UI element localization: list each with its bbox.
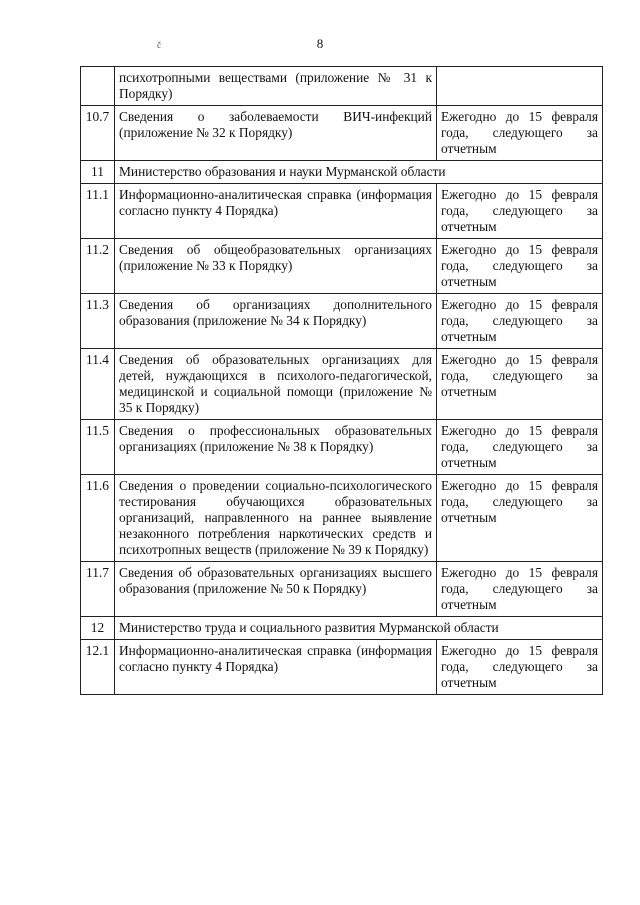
row-term: Ежегодно до 15 февраля года, следующего за отчетным [437, 562, 603, 617]
section-row [81, 161, 603, 184]
section-number: 11 [81, 161, 115, 184]
table-row [81, 640, 603, 695]
row-name: Сведения об общеобразовательных организациях (приложение № 33 к Порядку) [115, 239, 437, 294]
table-row [81, 239, 603, 294]
row-term: Ежегодно до 15 февраля года, следующего за отчетным [437, 294, 603, 349]
row-number: 11.1 [81, 184, 115, 239]
table-row [81, 184, 603, 239]
report-table [80, 66, 603, 695]
row-number: 12.1 [81, 640, 115, 695]
row-name: Сведения о заболеваемости ВИЧ-инфекций (приложение № 32 к Порядку) [115, 106, 437, 161]
row-name: Сведения об образовательных организациях для детей, нуждающихся в психолого-педагогической, медицинской и социальной помощи (приложение № 35 к Порядку) [115, 349, 437, 420]
row-number: 11.7 [81, 562, 115, 617]
section-row [81, 617, 603, 640]
row-name: Информационно-аналитическая справка (информация согласно пункту 4 Порядка) [115, 184, 437, 239]
row-term: Ежегодно до 15 февраля года, следующего за отчетным [437, 239, 603, 294]
row-number: 11.4 [81, 349, 115, 420]
row-number: 10.7 [81, 106, 115, 161]
section-title: Министерство образования и науки Мурманской области [115, 161, 603, 184]
section-title: Министерство труда и социального развития Мурманской области [115, 617, 603, 640]
row-term: Ежегодно до 15 февраля года, следующего за отчетным [437, 475, 603, 562]
row-number: 11.2 [81, 239, 115, 294]
row-number [81, 67, 115, 106]
row-term: Ежегодно до 15 февраля года, следующего за отчетным [437, 106, 603, 161]
row-name: Информационно-аналитическая справка (информация согласно пункту 4 Порядка) [115, 640, 437, 695]
row-name: Сведения об образовательных организациях высшего образования (приложение № 50 к Порядку) [115, 562, 437, 617]
table-row [81, 106, 603, 161]
row-number: 11.3 [81, 294, 115, 349]
row-term: Ежегодно до 15 февраля года, следующего за отчетным [437, 184, 603, 239]
table-row [81, 349, 603, 420]
table-row [81, 294, 603, 349]
row-term: Ежегодно до 15 февраля года, следующего за отчетным [437, 349, 603, 420]
section-number: 12 [81, 617, 115, 640]
scan-speck: č [157, 40, 161, 50]
row-term: Ежегодно до 15 февраля года, следующего за отчетным [437, 420, 603, 475]
row-term: Ежегодно до 15 февраля года, следующего за отчетным [437, 640, 603, 695]
table-row [81, 475, 603, 562]
page-number: 8 [316, 36, 324, 51]
table-row [81, 420, 603, 475]
row-number: 11.6 [81, 475, 115, 562]
row-name: Сведения о проведении социально-психологического тестирования обучающихся образовательных организаций, направленного на раннее выявление незаконного потребления наркотических средств и психотропных веществ (приложение № 39 к Порядку) [115, 475, 437, 562]
row-name: психотропными веществами (приложение № 31 к Порядку) [115, 67, 437, 106]
row-name: Сведения об организациях дополнительного образования (приложение № 34 к Порядку) [115, 294, 437, 349]
table-row [81, 562, 603, 617]
row-number: 11.5 [81, 420, 115, 475]
row-term [437, 67, 603, 106]
row-name: Сведения о профессиональных образовательных организациях (приложение № 38 к Порядку) [115, 420, 437, 475]
table-row [81, 67, 603, 106]
